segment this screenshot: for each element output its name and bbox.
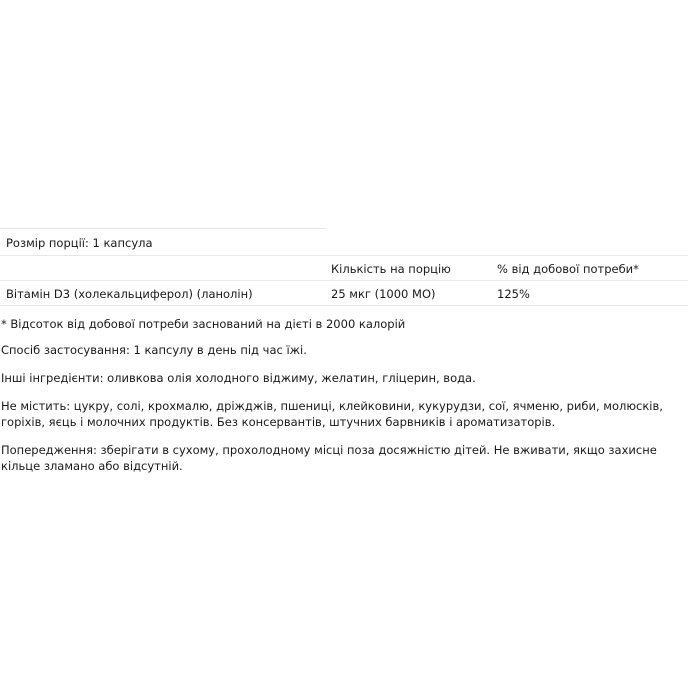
nutrient-daily-value: 125% <box>497 287 530 301</box>
free-of-text: Не містить: цукру, солі, крохмалю, дріжджів, пшениці, клейковини, кукурудзи, сої, ячменю, риби, молюсків, горіхів, яєць і молочних продуктів. Без консервантів, штучних барвників і ароматизаторів. <box>1 399 663 429</box>
usage-text: Спосіб застосування: 1 капсулу в день під час їжі. <box>1 343 307 357</box>
serving-size-label: Розмір порції: 1 капсула <box>6 236 153 250</box>
serving-size-row <box>0 228 326 255</box>
header-amount-per-serving: Кількість на порцію <box>331 262 451 276</box>
daily-value-footnote: * Відсоток від добової потреби заснований на дієті в 2000 калорій <box>1 317 406 331</box>
warning-text: Попередження: зберігати в сухому, прохолодному місці поза досяжністю дітей. Не вживати, якщо захисне кільце зламано або відсутній. <box>1 443 657 473</box>
notes-section <box>0 316 680 486</box>
other-ingredients-text: Інші інгредієнти: оливкова олія холодного віджиму, желатин, гліцерин, вода. <box>1 371 476 385</box>
table-row <box>0 280 688 306</box>
supplement-facts-panel <box>0 228 688 306</box>
header-daily-value: % від добової потреби* <box>497 262 639 276</box>
table-header-row <box>0 255 688 280</box>
nutrient-amount: 25 мкг (1000 МО) <box>331 287 436 301</box>
nutrient-name: Вітамін D3 (холекальциферол) (ланолін) <box>6 287 253 301</box>
